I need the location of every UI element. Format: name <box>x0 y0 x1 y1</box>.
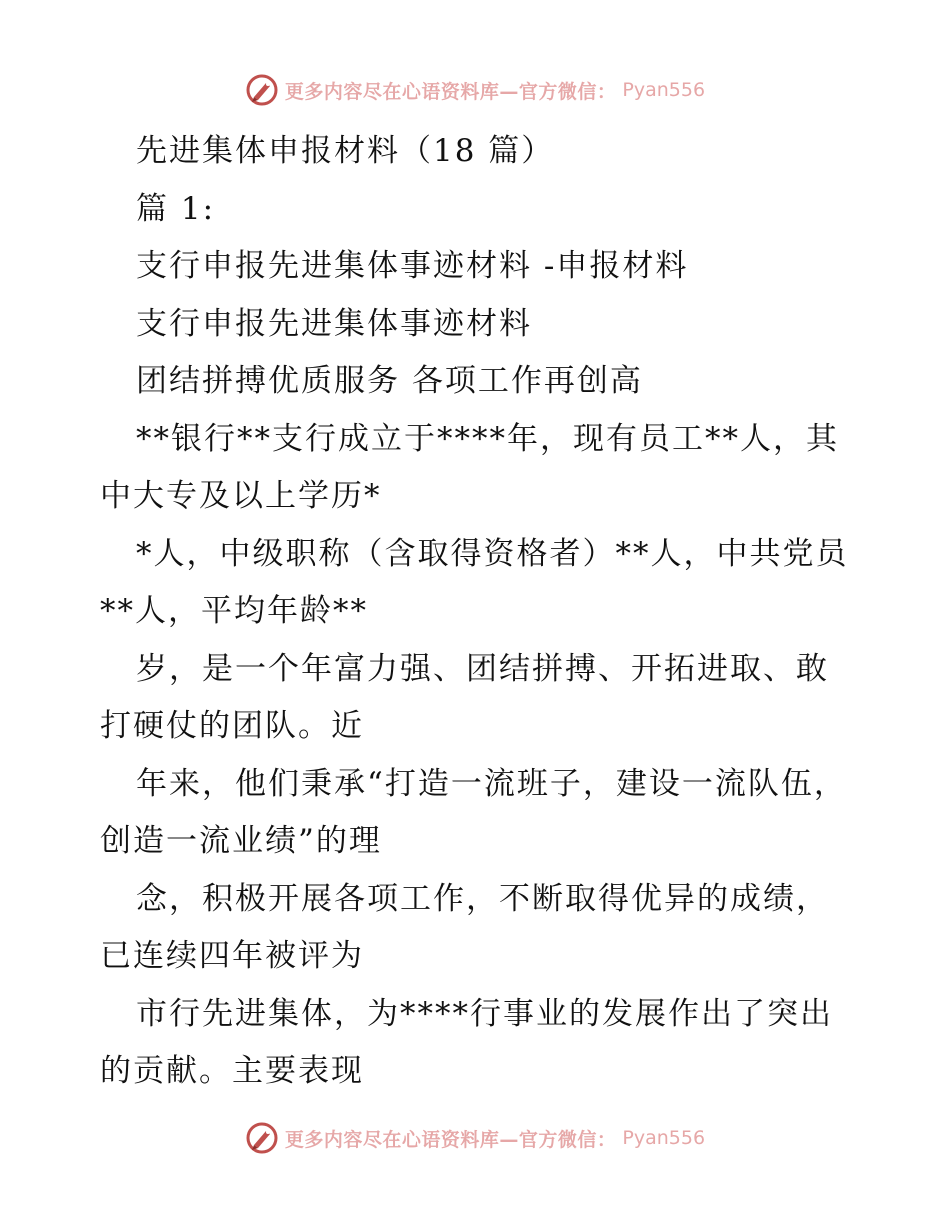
footer-watermark-wechat: Pyan556 <box>622 1127 706 1149</box>
article-subtitle: 支行申报先进集体事迹材料 <box>136 305 532 342</box>
header-watermark-banner <box>0 70 950 110</box>
header-watermark-inner <box>245 73 705 107</box>
article-slogan: 团结拼搏优质服务 各项工作再创高 <box>136 363 643 399</box>
document-body <box>100 123 860 1101</box>
document-title: 先进集体申报材料（18 篇） <box>136 133 555 169</box>
header-watermark-text: 更多内容尽在心语资料库—官方微信： <box>284 80 617 103</box>
pen-logo-icon <box>245 1121 279 1155</box>
body-paragraph: **银行**支行成立于****年，现有员工**人，其中大专及以上学历* <box>100 420 839 514</box>
footer-watermark-banner <box>0 1118 950 1158</box>
body-paragraph: 岁，是一个年富力强、团结拼搏、开拓进取、敢打硬仗的团队。近 <box>100 650 829 744</box>
body-paragraph: *人，中级职称（含取得资格者）**人，中共党员**人，平均年龄** <box>100 535 849 629</box>
body-paragraph: 念，积极开展各项工作，不断取得优异的成绩，已连续四年被评为 <box>100 880 829 974</box>
pen-logo-icon <box>245 73 279 107</box>
body-paragraph: 市行先进集体，为****行事业的发展作出了突出的贡献。主要表现 <box>100 995 833 1089</box>
article-title: 支行申报先进集体事迹材料 -申报材料 <box>136 248 689 284</box>
body-paragraph: 年来，他们秉承“打造一流班子，建设一流队伍，创造一流业绩”的理 <box>100 765 847 859</box>
header-watermark-wechat: Pyan556 <box>622 79 706 101</box>
section-heading: 篇 1: <box>136 190 216 227</box>
footer-watermark-text: 更多内容尽在心语资料库—官方微信： <box>284 1128 617 1151</box>
footer-watermark-inner <box>245 1121 705 1155</box>
